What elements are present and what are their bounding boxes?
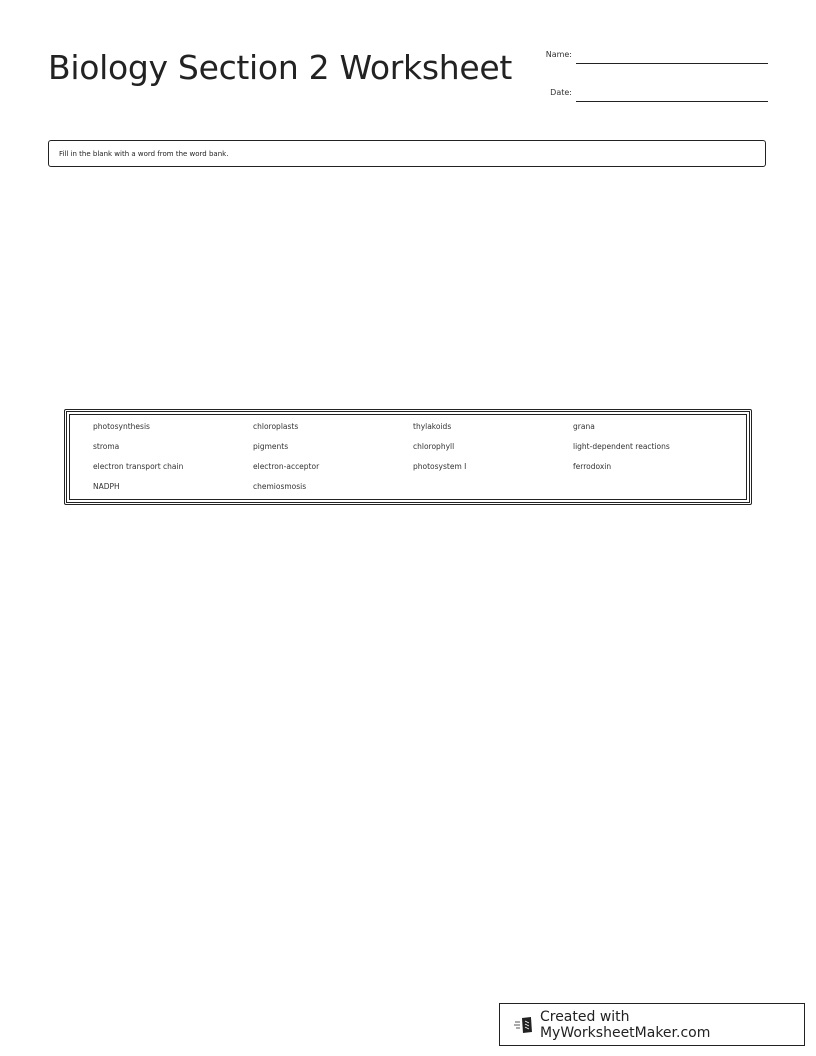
- word-bank-item: chloroplasts: [253, 422, 299, 431]
- word-bank-item: stroma: [93, 442, 120, 451]
- word-bank-item: pigments: [253, 442, 289, 451]
- name-line[interactable]: [576, 63, 768, 64]
- date-field[interactable]: [520, 88, 768, 102]
- name-field[interactable]: [520, 50, 768, 64]
- footer-text: Created with MyWorksheetMaker.com: [539, 1008, 711, 1041]
- word-bank-item: chemiosmosis: [253, 482, 307, 491]
- page-title: Biology Section 2 Worksheet: [48, 48, 513, 87]
- footer-credit[interactable]: [499, 1003, 805, 1046]
- instructions-box: Fill in the blank with a word from the word bank.: [48, 140, 766, 167]
- date-label: Date:: [550, 88, 572, 97]
- date-line[interactable]: [576, 101, 768, 102]
- word-bank-item: photosystem I: [413, 462, 467, 471]
- word-bank-item: chlorophyll: [413, 442, 455, 451]
- worksheet-logo-icon: [514, 1016, 534, 1034]
- word-bank-item: NADPH: [93, 482, 120, 491]
- word-bank-item: grana: [573, 422, 595, 431]
- word-bank-item: ferrodoxin: [573, 462, 612, 471]
- word-bank-item: photosynthesis: [93, 422, 150, 431]
- word-bank-item: electron transport chain: [93, 462, 184, 471]
- word-bank-item: light-dependent reactions: [573, 442, 670, 451]
- word-bank: [64, 409, 752, 505]
- word-bank-item: thylakoids: [413, 422, 452, 431]
- name-label: Name:: [545, 50, 572, 59]
- word-bank-item: electron-acceptor: [253, 462, 320, 471]
